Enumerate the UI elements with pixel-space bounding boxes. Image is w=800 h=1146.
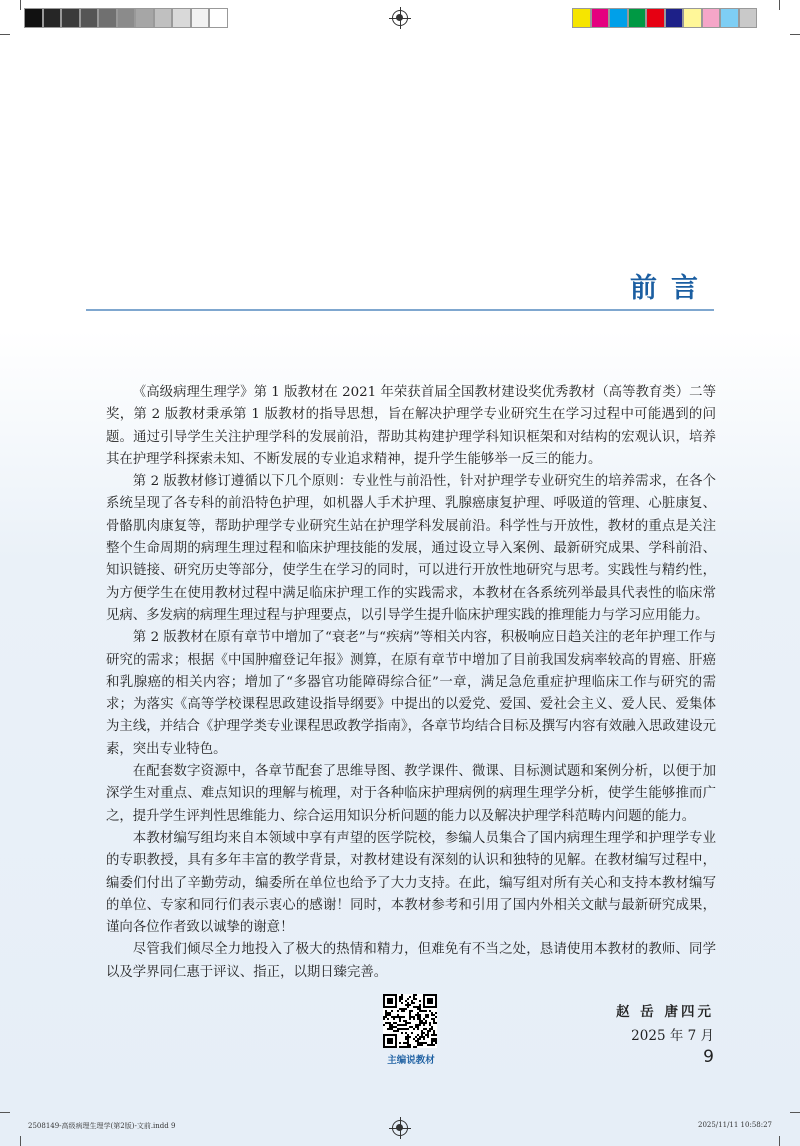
qr-caption: 主编说教材 xyxy=(387,1055,435,1066)
color-swatch xyxy=(628,8,647,28)
signature-date: 2025 年 7 月 xyxy=(631,1028,714,1044)
color-swatch xyxy=(117,8,136,28)
color-swatch xyxy=(43,8,62,28)
paragraph: 第 2 版教材在原有章节中增加了“衰老”与“疾病”等相关内容，积极响应日趋关注的老年护理工作与研究的需求；根据《中国肿瘤登记年报》测算，在原有章节中增加了目前我国发病率较高的胃癌、肝癌和乳腺癌的相关内容；增加了“多器官功能障碍综合征”一章，满足急危重症护理临床工作与研究的需求；为落实《高等学校课程思政建设指导纲要》中提出的以爱党、爱国、爱社会主义、爱人民、爱集体为主线，并结合《护理学类专业课程思政教学指南》，各章节均结合目标及撰写内容有效融入思政建设元素，突出专业特色。 xyxy=(106,630,716,757)
footer-file-info: 2508149-高级病理生理学(第2版)-文前.indd 9 xyxy=(28,1122,176,1130)
color-swatch xyxy=(61,8,80,28)
color-swatch xyxy=(80,8,99,28)
color-swatch xyxy=(702,8,721,28)
color-swatch xyxy=(209,8,228,28)
grayscale-swatch-bar xyxy=(24,8,228,28)
color-swatch xyxy=(154,8,173,28)
color-swatch xyxy=(720,8,739,28)
color-swatch xyxy=(665,8,684,28)
footer-timestamp: 2025/11/11 10:58:27 xyxy=(697,1121,772,1129)
color-swatch-bar xyxy=(572,8,757,28)
color-swatch xyxy=(609,8,628,28)
paragraph: 第 2 版教材修订遵循以下几个原则：专业性与前沿性，针对护理学专业研究生的培养需求，在各个系统呈现了各专科的前沿特色护理，如机器人手术护理、乳腺癌康复护理、呼吸道的管理、心脏康复、骨骼肌肉康复等，帮助护理学专业研究生站在护理学科发展前沿。科学性与开放性，教材的重点是关注整个生命周期的病理生理过程和临床护理技能的发展，通过设立导入案例、最新研究成果、学科前沿、知识链接、研究历史等部分，使学生在学习的同时，可以进行开放性地研究与思考。实践性与精约性，为方便学生在使用教材过程中满足临床护理工作的实践需求，本教材在各系统列举最具代表性的临床常见病、多发病的病理生理过程与护理要点，以引导学生提升临床护理实践的推理能力与学习应用能力。 xyxy=(106,474,716,623)
preface-body xyxy=(106,382,716,984)
crop-mark xyxy=(779,1136,780,1146)
color-swatch xyxy=(646,8,665,28)
paragraph: 《高级病理生理学》第 1 版教材在 2021 年荣获首届全国教材建设奖优秀教材（高等教育类）二等奖，第 2 版教材秉承第 1 版教材的指导思想，旨在解决护理学专业研究生在学习过程中可能遇到的问题。通过引导学生关注护理学科的发展前沿，帮助其构建护理学科知识框架和对结构的宏观认识，培养其在护理学科探索未知、不断发展的专业追求精神，提升学生能够举一反三的能力。 xyxy=(106,385,716,467)
qr-code-icon[interactable] xyxy=(383,994,437,1048)
crop-mark xyxy=(20,0,21,10)
crop-mark xyxy=(790,34,800,35)
crop-mark xyxy=(790,1112,800,1113)
color-swatch xyxy=(572,8,591,28)
color-swatch xyxy=(135,8,154,28)
color-swatch xyxy=(683,8,702,28)
page-title: 前言 xyxy=(630,273,712,304)
color-swatch xyxy=(24,8,43,28)
color-swatch xyxy=(191,8,210,28)
crop-mark xyxy=(0,34,10,35)
paragraph: 在配套数字资源中，各章节配套了思维导图、教学课件、微课、目标测试题和案例分析，以便于加深学生对重点、难点知识的理解与梳理，对于各种临床护理病例的病理生理学分析，使学生能够推而广之，提升学生评判性思维能力、综合运用知识分析问题的能力以及解决护理学科范畴内问题的能力。 xyxy=(106,764,716,824)
registration-mark-icon xyxy=(392,1120,408,1136)
paragraph: 本教材编写组均来自本领域中享有声望的医学院校，参编人员集合了国内病理生理学和护理学专业的专职教授，具有多年丰富的教学背景，对教材建设有深刻的认识和独特的见解。在教材编写过程中，编委们付出了辛勤劳动，编委所在单位也给予了大力支持。在此，编写组对所有关心和支持本教材编写的单位、专家和同行们表示衷心的感谢！同时，本教材参考和引用了国内外相关文献与最新研究成果，谨向各位作者致以诚挚的谢意！ xyxy=(106,830,716,936)
color-swatch xyxy=(172,8,191,28)
author-signature: 赵 岳 唐四元 xyxy=(616,1004,714,1020)
crop-mark xyxy=(0,1112,10,1113)
crop-mark xyxy=(779,0,780,10)
color-swatch xyxy=(739,8,758,28)
page-number: 9 xyxy=(703,1047,714,1067)
title-divider xyxy=(86,309,714,311)
color-swatch xyxy=(98,8,117,28)
color-swatch xyxy=(591,8,610,28)
crop-mark xyxy=(20,1136,21,1146)
registration-mark-icon xyxy=(392,10,408,26)
paragraph: 尽管我们倾尽全力地投入了极大的热情和精力，但难免有不当之处，恳请使用本教材的教师、同学以及学界同仁惠于评议、指正，以期日臻完善。 xyxy=(106,942,716,980)
